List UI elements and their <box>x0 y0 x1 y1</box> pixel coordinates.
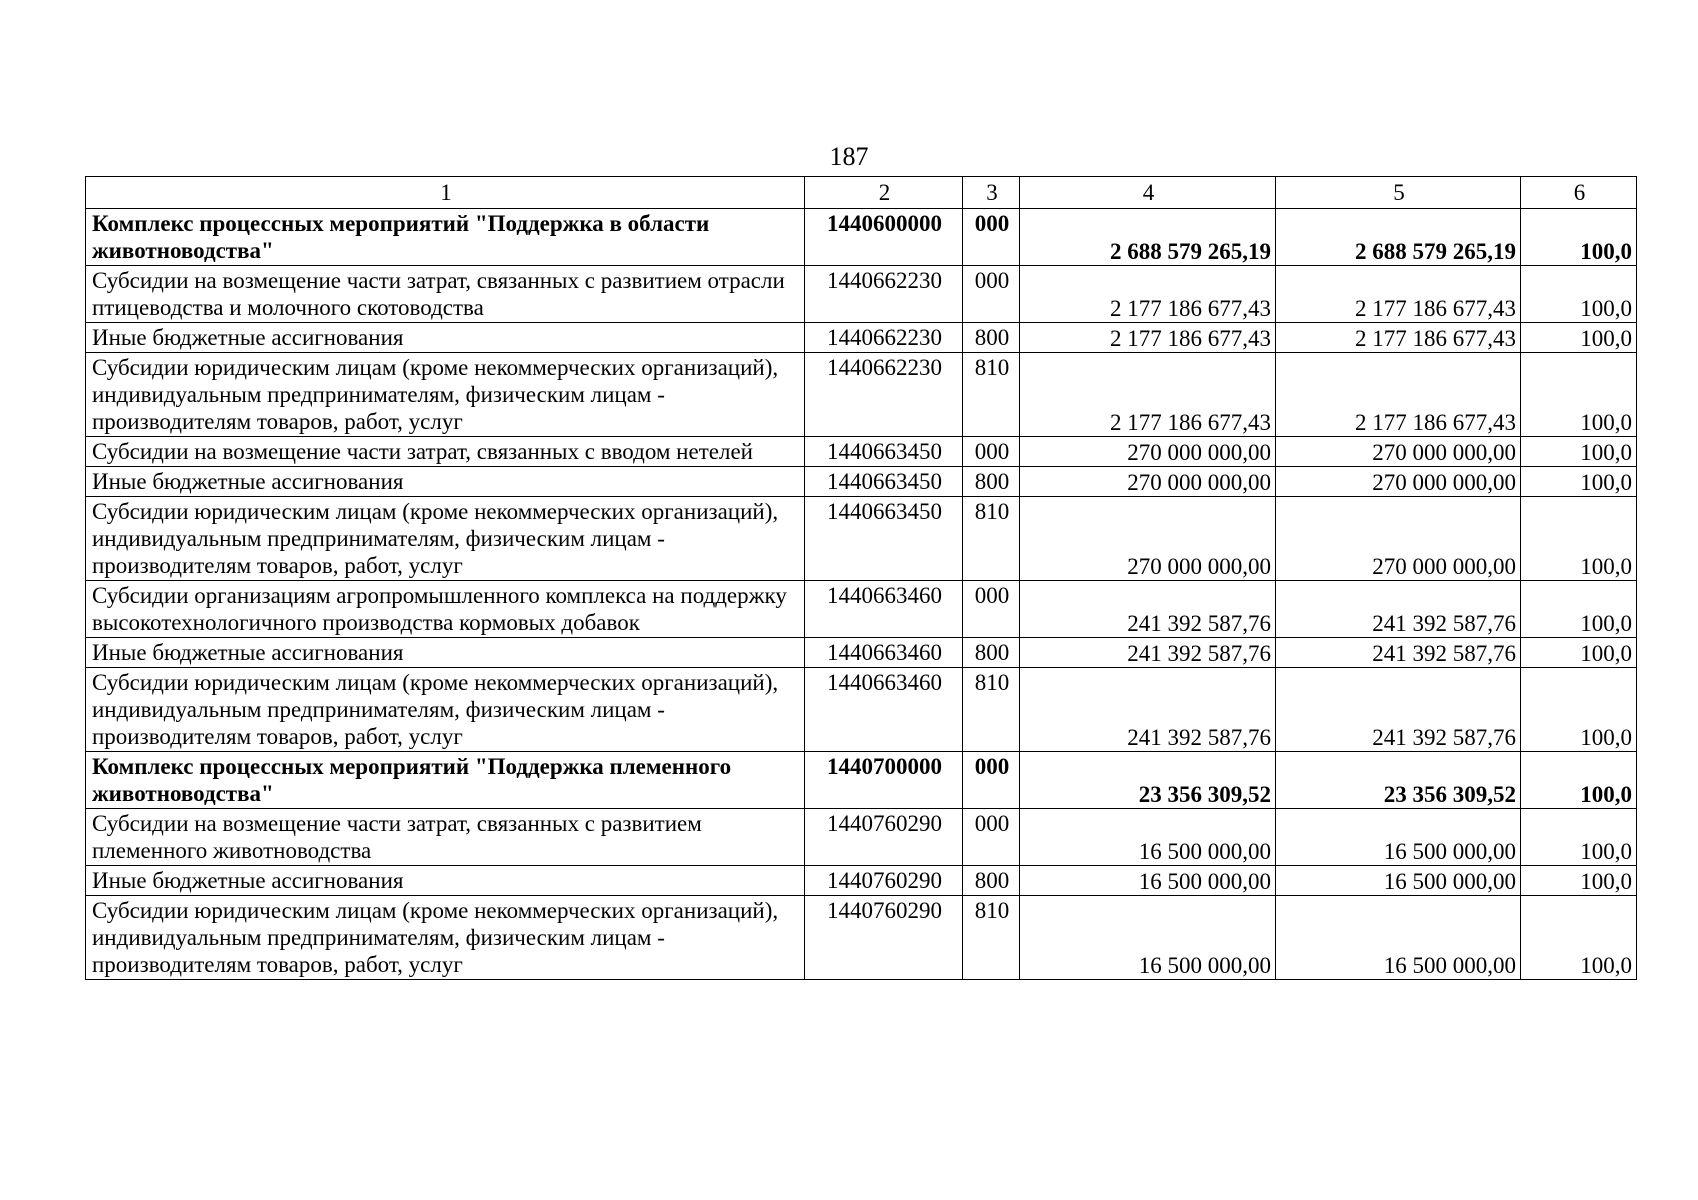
cell-target-code: 1440663450 <box>805 437 963 467</box>
table-body <box>86 209 1637 980</box>
cell-executed-amount: 23 356 309,52 <box>1276 752 1521 809</box>
cell-target-code: 1440600000 <box>805 209 963 266</box>
cell-percent: 100,0 <box>1521 323 1637 353</box>
page-number: 187 <box>829 142 869 171</box>
column-header-5: 5 <box>1276 177 1521 209</box>
cell-percent: 100,0 <box>1521 581 1637 638</box>
cell-approved-amount: 2 688 579 265,19 <box>1020 209 1276 266</box>
cell-executed-amount: 270 000 000,00 <box>1276 497 1521 581</box>
cell-name: Субсидии организациям агропромышленного комплекса на поддержку высокотехнологичного производства кормовых добавок <box>86 581 805 638</box>
cell-name: Иные бюджетные ассигнования <box>86 638 805 668</box>
cell-name: Комплекс процессных мероприятий "Поддержка племенного животноводства" <box>86 752 805 809</box>
cell-name: Иные бюджетные ассигнования <box>86 866 805 896</box>
cell-target-code: 1440760290 <box>805 896 963 980</box>
cell-executed-amount: 2 177 186 677,43 <box>1276 323 1521 353</box>
table-row <box>86 809 1637 866</box>
column-header-1: 1 <box>86 177 805 209</box>
table-row <box>86 752 1637 809</box>
cell-target-code: 1440662230 <box>805 323 963 353</box>
cell-executed-amount: 2 177 186 677,43 <box>1276 353 1521 437</box>
cell-executed-amount: 241 392 587,76 <box>1276 668 1521 752</box>
cell-name: Иные бюджетные ассигнования <box>86 467 805 497</box>
cell-percent: 100,0 <box>1521 809 1637 866</box>
cell-expense-type: 000 <box>963 581 1020 638</box>
cell-approved-amount: 2 177 186 677,43 <box>1020 323 1276 353</box>
cell-percent: 100,0 <box>1521 866 1637 896</box>
cell-percent: 100,0 <box>1521 668 1637 752</box>
table-row <box>86 353 1637 437</box>
cell-approved-amount: 2 177 186 677,43 <box>1020 353 1276 437</box>
column-header-2: 2 <box>805 177 963 209</box>
cell-executed-amount: 270 000 000,00 <box>1276 437 1521 467</box>
cell-approved-amount: 16 500 000,00 <box>1020 809 1276 866</box>
column-header-3: 3 <box>963 177 1020 209</box>
cell-name: Комплекс процессных мероприятий "Поддержка в области животноводства" <box>86 209 805 266</box>
cell-percent: 100,0 <box>1521 638 1637 668</box>
cell-percent: 100,0 <box>1521 497 1637 581</box>
cell-expense-type: 810 <box>963 353 1020 437</box>
cell-target-code: 1440663460 <box>805 638 963 668</box>
cell-expense-type: 800 <box>963 638 1020 668</box>
cell-expense-type: 810 <box>963 896 1020 980</box>
cell-percent: 100,0 <box>1521 353 1637 437</box>
cell-expense-type: 800 <box>963 866 1020 896</box>
cell-percent: 100,0 <box>1521 752 1637 809</box>
cell-percent: 100,0 <box>1521 209 1637 266</box>
cell-name: Субсидии юридическим лицам (кроме некоммерческих организаций), индивидуальным предпринимателям, физическим лицам - производителям товаров, работ, услуг <box>86 896 805 980</box>
table-row <box>86 896 1637 980</box>
column-header-6: 6 <box>1521 177 1637 209</box>
table-row <box>86 497 1637 581</box>
cell-target-code: 1440662230 <box>805 266 963 323</box>
cell-approved-amount: 270 000 000,00 <box>1020 467 1276 497</box>
cell-executed-amount: 16 500 000,00 <box>1276 896 1521 980</box>
cell-expense-type: 800 <box>963 323 1020 353</box>
cell-percent: 100,0 <box>1521 437 1637 467</box>
cell-executed-amount: 241 392 587,76 <box>1276 581 1521 638</box>
cell-expense-type: 810 <box>963 668 1020 752</box>
column-number-row <box>86 177 1637 209</box>
table-row <box>86 437 1637 467</box>
cell-approved-amount: 23 356 309,52 <box>1020 752 1276 809</box>
cell-name: Субсидии юридическим лицам (кроме некоммерческих организаций), индивидуальным предпринимателям, физическим лицам - производителям товаров, работ, услуг <box>86 353 805 437</box>
table-row <box>86 638 1637 668</box>
table-header <box>86 177 1637 209</box>
cell-approved-amount: 270 000 000,00 <box>1020 437 1276 467</box>
cell-target-code: 1440700000 <box>805 752 963 809</box>
cell-target-code: 1440663460 <box>805 668 963 752</box>
cell-target-code: 1440663450 <box>805 467 963 497</box>
cell-percent: 100,0 <box>1521 266 1637 323</box>
cell-executed-amount: 2 688 579 265,19 <box>1276 209 1521 266</box>
cell-name: Субсидии на возмещение части затрат, связанных с вводом нетелей <box>86 437 805 467</box>
cell-target-code: 1440662230 <box>805 353 963 437</box>
cell-name: Субсидии юридическим лицам (кроме некоммерческих организаций), индивидуальным предпринимателям, физическим лицам - производителям товаров, работ, услуг <box>86 668 805 752</box>
cell-percent: 100,0 <box>1521 467 1637 497</box>
cell-expense-type: 000 <box>963 437 1020 467</box>
table-row <box>86 209 1637 266</box>
cell-name: Субсидии юридическим лицам (кроме некоммерческих организаций), индивидуальным предпринимателям, физическим лицам - производителям товаров, работ, услуг <box>86 497 805 581</box>
cell-executed-amount: 2 177 186 677,43 <box>1276 266 1521 323</box>
cell-name: Иные бюджетные ассигнования <box>86 323 805 353</box>
cell-expense-type: 000 <box>963 809 1020 866</box>
table-row <box>86 323 1637 353</box>
cell-name: Субсидии на возмещение части затрат, связанных с развитием отрасли птицеводства и молочного скотоводства <box>86 266 805 323</box>
table-row <box>86 581 1637 638</box>
budget-table <box>85 176 1637 980</box>
cell-target-code: 1440760290 <box>805 866 963 896</box>
cell-approved-amount: 241 392 587,76 <box>1020 638 1276 668</box>
cell-name: Субсидии на возмещение части затрат, связанных с развитием племенного животноводства <box>86 809 805 866</box>
cell-executed-amount: 16 500 000,00 <box>1276 809 1521 866</box>
cell-expense-type: 000 <box>963 266 1020 323</box>
cell-approved-amount: 241 392 587,76 <box>1020 668 1276 752</box>
cell-approved-amount: 241 392 587,76 <box>1020 581 1276 638</box>
cell-approved-amount: 16 500 000,00 <box>1020 866 1276 896</box>
cell-expense-type: 000 <box>963 752 1020 809</box>
cell-approved-amount: 2 177 186 677,43 <box>1020 266 1276 323</box>
column-header-4: 4 <box>1020 177 1276 209</box>
table-row <box>86 467 1637 497</box>
cell-percent: 100,0 <box>1521 896 1637 980</box>
table-row <box>86 266 1637 323</box>
cell-target-code: 1440760290 <box>805 809 963 866</box>
cell-approved-amount: 16 500 000,00 <box>1020 896 1276 980</box>
cell-target-code: 1440663460 <box>805 581 963 638</box>
cell-expense-type: 810 <box>963 497 1020 581</box>
cell-executed-amount: 270 000 000,00 <box>1276 467 1521 497</box>
cell-executed-amount: 241 392 587,76 <box>1276 638 1521 668</box>
cell-expense-type: 800 <box>963 467 1020 497</box>
cell-approved-amount: 270 000 000,00 <box>1020 497 1276 581</box>
cell-target-code: 1440663450 <box>805 497 963 581</box>
table-row <box>86 668 1637 752</box>
table-row <box>86 866 1637 896</box>
cell-expense-type: 000 <box>963 209 1020 266</box>
cell-executed-amount: 16 500 000,00 <box>1276 866 1521 896</box>
